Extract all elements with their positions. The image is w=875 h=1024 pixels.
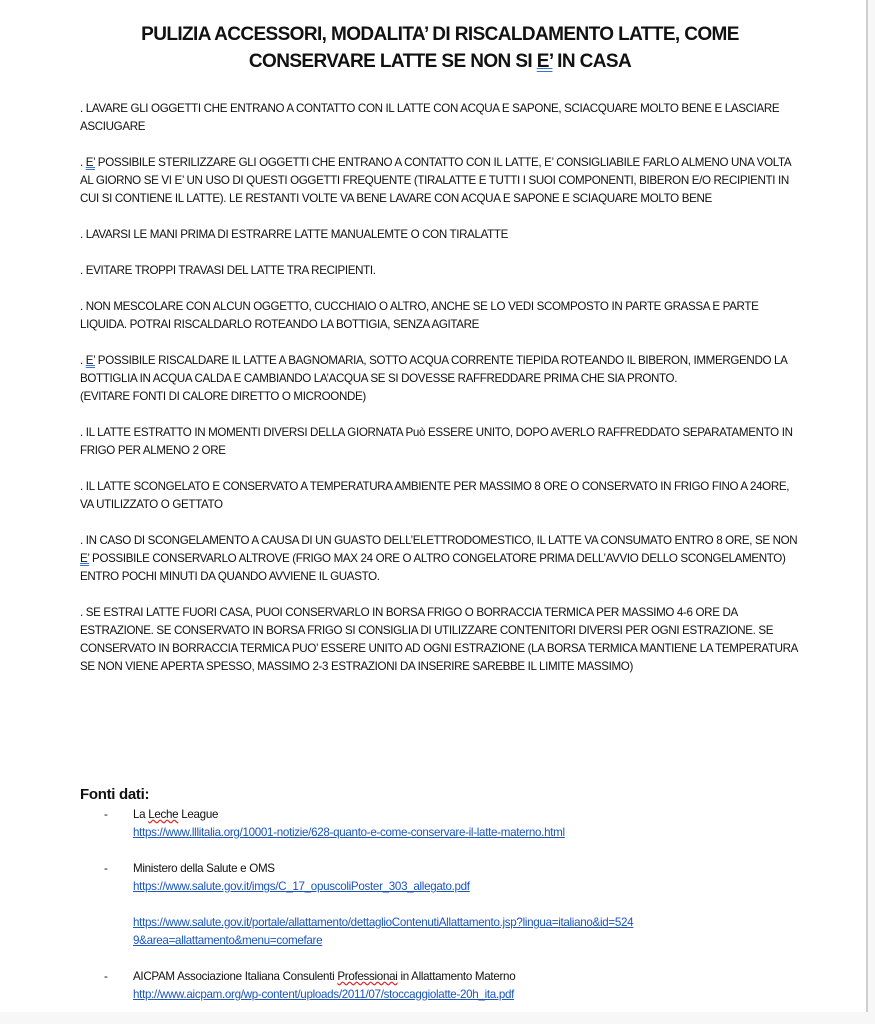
paragraph-combining: . IL LATTE ESTRATTO IN MOMENTI DIVERSI DELLA GIORNATA Può ESSERE UNITO, DOPO AVERLO RAFFREDDATO SEPARATAMENTO IN FRIGO PER ALMENO 2 ORE [80, 426, 793, 457]
title-text: CONSERVARE LATTE SE NON SI [248, 51, 537, 72]
source-name [133, 968, 804, 986]
text: POSSIBILE RISCALDARE IL LATTE A BAGNOMARIA, SOTTO ACQUA CORRENTE TIEPIDA ROTEANDO IL BIBERON, IMMERGENDO LA BOTTIGLIA IN ACQUA CALDA E CAMBIANDO LA’ACQUA SE SI DOVESSE RAFFREDDARE PRIMA CHE SIA PRONTO. [80, 354, 787, 385]
document-title [60, 21, 820, 75]
text: . [80, 354, 86, 367]
paragraph-thawed: . IL LATTE SCONGELATO E CONSERVATO A TEMPERATURA AMBIENTE PER MASSIMO 8 ORE O CONSERVATO IN FRIGO FINO A 24ORE, VA UTILIZZATO O GETTATO [80, 480, 790, 511]
grammar-mark[interactable]: E’ [85, 354, 95, 367]
paragraph-appliance-failure [80, 532, 800, 586]
grammar-mark[interactable]: E’ [80, 552, 90, 565]
text: AICPAM Associazione Italiana Consulenti [133, 970, 338, 983]
source-name: Ministero della Salute e OMS [133, 862, 275, 875]
source-link[interactable]: http://www.aicpam.org/wp-content/uploads/2011/07/stoccaggiolatte-20h_ita.pdf [133, 988, 515, 1001]
sources-list [104, 806, 804, 1022]
document-body [80, 100, 800, 694]
title-text: IN CASA [552, 51, 632, 72]
text: League [178, 808, 219, 821]
paragraph-cleaning: . LAVARE GLI OGGETTI CHE ENTRANO A CONTATTO CON IL LATTE CON ACQUA E SAPONE, SCIACQUARE MOLTO BENE E LASCIARE ASCIUGARE [80, 102, 780, 133]
paragraph-avoid-transfers: . EVITARE TROPPI TRAVASI DEL LATTE TRA RECIPIENTI. [80, 264, 376, 277]
source-item [104, 860, 804, 950]
spellcheck-mark[interactable]: Leche [148, 808, 179, 821]
paragraph-heating [80, 352, 800, 406]
bullet-dash: - [104, 862, 108, 875]
text: . IN CASO DI SCONGELAMENTO A CAUSA DI UN GUASTO DELL’ELETTRODOMESTICO, IL LATTE VA CONSUMATO ENTRO 8 ORE, SE NON [80, 534, 798, 547]
source-item [104, 968, 804, 1004]
heating-note: (EVITARE FONTI DI CALORE DIRETTO O MICROONDE) [80, 390, 366, 403]
text: . [80, 156, 86, 169]
source-link[interactable]: https://www.salute.gov.it/portale/allattamento/dettaglioContenutiAllattamento.jsp?lingua=italiano&id=524 [133, 916, 634, 929]
paragraph-no-mixing: . NON MESCOLARE CON ALCUN OGGETTO, CUCCHIAIO O ALTRO, ANCHE SE LO VEDI SCOMPOSTO IN PARTE GRASSA E PARTE LIQUIDA. POTRAI RISCALDARLO ROTEANDO LA BOTTIGIA, SENZA AGITARE [80, 300, 759, 331]
text: La [133, 808, 149, 821]
paragraph-sterilize [80, 154, 800, 208]
paragraph-wash-hands: . LAVARSI LE MANI PRIMA DI ESTRARRE LATTE MANUALEMTE O CON TIRALATTE [80, 228, 509, 241]
source-link-continued[interactable]: 9&area=allattamento&menu=comefare [133, 934, 323, 947]
text: POSSIBILE CONSERVARLO ALTROVE (FRIGO MAX 24 ORE O ALTRO CONGELATORE PRIMA DELL’AVVIO DELLO SCONGELAMENTO) ENTRO POCHI MINUTI DA QUANDO AVVIENE IL GUASTO. [80, 552, 786, 583]
sources-heading: Fonti dati: [80, 786, 150, 803]
source-name [133, 806, 804, 824]
spellcheck-mark[interactable]: Professionai [337, 970, 398, 983]
grammar-mark[interactable]: E’ [85, 156, 95, 169]
text: in Allattamento Materno [397, 970, 516, 983]
text: POSSIBILE STERILIZZARE GLI OGGETTI CHE ENTRANO A CONTATTO CON IL LATTE, E’ CONSIGLIABILE FARLO ALMENO UNA VOLTA AL GIORNO SE VI E’ UN USO DI QUESTI OGGETTI FREQUENTE (TIRALATTE E TUTTI I SUOI COMPONENTI, BIBERON E/O RECIPIENTI IN CUI SI CONTIENE IL LATTE). LE RESTANTI VOLTE VA BENE LAVARE CON ACQUA E SAPONE E SCIAQUARE MOLTO BENE [80, 156, 791, 205]
grammar-mark[interactable]: E’ [536, 51, 553, 72]
source-link[interactable]: https://www.salute.gov.it/imgs/C_17_opuscoliPoster_303_allegato.pdf [133, 880, 470, 893]
title-line-1: PULIZIA ACCESSORI, MODALITA’ DI RISCALDAMENTO LATTE, COME [141, 24, 739, 45]
paragraph-outside-home: . SE ESTRAI LATTE FUORI CASA, PUOI CONSERVARLO IN BORSA FRIGO O BORRACCIA TERMICA PER MASSIMO 4-6 ORE DA ESTRAZIONE. SE CONSERVATO IN BORSA FRIGO SI CONSIGLIA DI UTILIZZARE CONTENITORI DIVERSI PER OGNI ESTRAZIONE. SE CONSERVATO IN BORRACCIA TERMICA PUO’ ESSERE UNITO AD OGNI ESTRAZIONE (LA BORSA TERMICA MANTIENE LA TEMPERATURA SE NON VIENE APERTA SPESSO, MASSIMO 2-3 ESTRAZIONI DA INSERIRE SAREBBE IL LIMITE MASSIMO) [80, 606, 798, 673]
source-link[interactable]: https://www.lllitalia.org/10001-notizie/628-quanto-e-come-conservare-il-latte-materno.html [133, 826, 565, 839]
source-item [104, 806, 804, 842]
bullet-dash: - [104, 808, 108, 821]
title-line-2 [60, 48, 820, 75]
bullet-dash: - [104, 970, 108, 983]
